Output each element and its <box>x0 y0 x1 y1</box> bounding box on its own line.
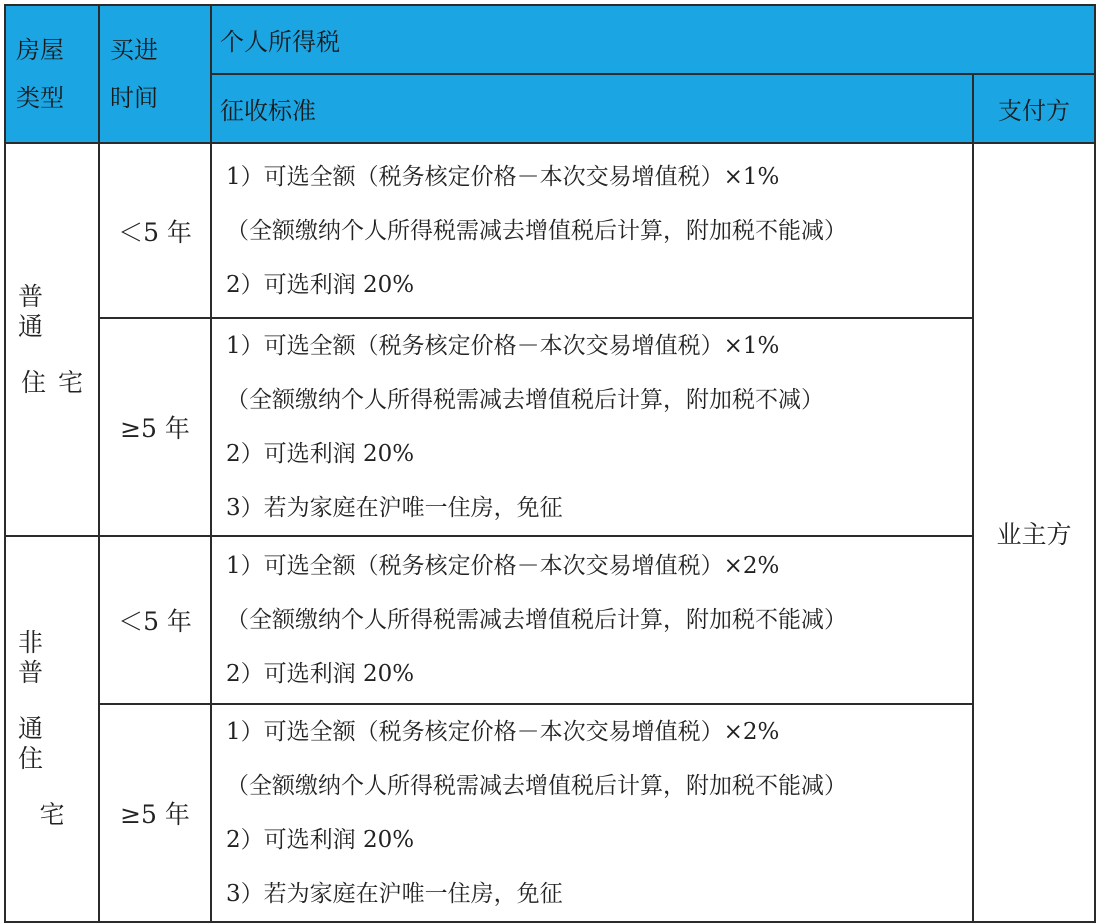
table-row <box>5 704 1095 922</box>
table-row <box>5 318 1095 536</box>
rule-line: 1）可选全额（税务核定价格－本次交易增值税）×2% <box>226 719 780 745</box>
tax-table <box>4 4 1096 923</box>
house-type-non-ordinary <box>5 536 99 922</box>
header-purchase-time-line-1: 买进 <box>110 36 158 64</box>
header-purchase-time <box>99 5 211 143</box>
rule-line: （全额缴纳个人所得税需减去增值税后计算，附加税不减） <box>226 387 824 413</box>
house-type-line: 非 普 <box>18 628 56 687</box>
house-type-line: 通 住 <box>18 714 56 773</box>
purchase-period: ≥5 年 <box>99 704 211 922</box>
table-row <box>5 143 1095 318</box>
tax-rule <box>211 143 973 318</box>
header-house-type-line-1: 房屋 <box>16 36 64 64</box>
rule-line: 1）可选全额（税务核定价格－本次交易增值税）×1% <box>226 163 780 190</box>
header-house-type-line-2: 类型 <box>16 84 64 112</box>
tax-rule <box>211 536 973 704</box>
rule-line: 1）可选全额（税务核定价格－本次交易增值税）×1% <box>226 333 780 359</box>
header-row-1 <box>5 5 1095 74</box>
purchase-period: ＜5 年 <box>99 536 211 704</box>
rule-line: （全额缴纳个人所得税需减去增值税后计算，附加税不能减） <box>226 773 847 799</box>
rule-line: 2）可选利润 20% <box>226 441 415 467</box>
rule-line: 3）若为家庭在沪唯一住房，免征 <box>226 881 563 907</box>
header-standard: 征收标准 <box>211 74 973 143</box>
house-type-line: 普 通 <box>18 281 56 341</box>
header-tax-name: 个人所得税 <box>211 5 1095 74</box>
house-type-line: 宅 <box>39 800 77 829</box>
rule-line: 2）可选利润 20% <box>226 661 415 687</box>
table-row <box>5 536 1095 704</box>
rule-line: 3）若为家庭在沪唯一住房，免征 <box>226 495 563 521</box>
rule-line: 1）可选全额（税务核定价格－本次交易增值税）×2% <box>226 553 780 579</box>
rule-line: 2）可选利润 20% <box>226 827 415 853</box>
header-purchase-time-line-2: 时间 <box>110 84 158 112</box>
rule-line: （全额缴纳个人所得税需减去增值税后计算，附加税不能减） <box>226 217 847 244</box>
tax-rule <box>211 318 973 536</box>
rule-line: （全额缴纳个人所得税需减去增值税后计算，附加税不能减） <box>226 607 847 633</box>
purchase-period: ＜5 年 <box>99 143 211 318</box>
purchase-period: ≥5 年 <box>99 318 211 536</box>
header-payer: 支付方 <box>973 74 1095 143</box>
house-type-ordinary <box>5 143 99 536</box>
header-house-type <box>5 5 99 143</box>
tax-rule <box>211 704 973 922</box>
rule-line: 2）可选利润 20% <box>226 271 415 298</box>
house-type-line: 住宅 <box>20 367 95 397</box>
payer-value: 业主方 <box>973 143 1095 922</box>
